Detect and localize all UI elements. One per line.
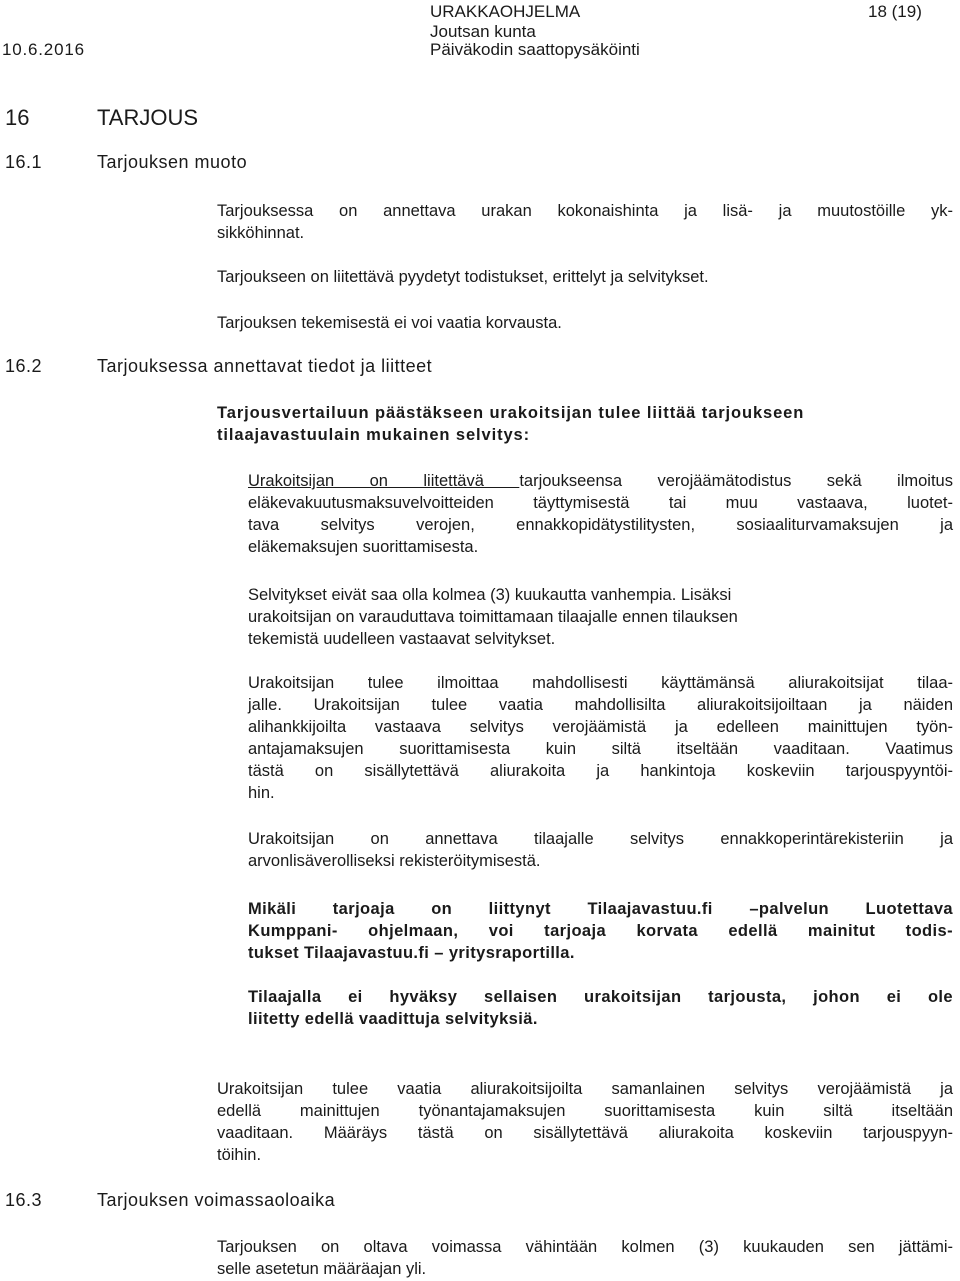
text-line: Tarjouksen on oltava voimassa vähintään kolmen (3) kuukauden sen jättämi- [217, 1238, 953, 1256]
text-line: alihankkijoilta vastaava selvitys verojäämistä ja edelleen mainittujen työn- [248, 718, 953, 736]
subsection-title: Tarjouksessa annettavat tiedot ja liitteet [97, 356, 433, 376]
section-number: 16 [5, 105, 30, 130]
text-line: tava selvitys verojen, ennakkopidätystilitysten, sosiaaliturvamaksujen ja [248, 516, 953, 534]
paragraph [217, 1078, 953, 1166]
text-line: Urakoitsijan tulee ilmoittaa mahdollisesti käyttämänsä aliurakoitsijat tilaa- [248, 674, 953, 692]
text-line: Tilaajalla ei hyväksy sellaisen urakoitsijan tarjousta, johon ei ole [248, 988, 953, 1006]
section-title: TARJOUS [97, 105, 199, 130]
paragraph [248, 470, 953, 558]
paragraph [217, 1236, 953, 1280]
bold-paragraph [248, 986, 953, 1030]
paragraph [248, 672, 953, 804]
text-line: eläkevakuutusmaksuvelvoitteiden täyttymisestä tai muu vastaava, luotet- [248, 494, 953, 512]
text-line: arvonlisäverolliseksi rekisteröitymisestä. [248, 852, 541, 870]
text-line: tekemistä uudelleen vastaavat selvitykset. [248, 630, 556, 648]
text-line: Kumppani- ohjelmaan, voi tarjoaja korvata edellä mainitut todis- [248, 922, 953, 940]
subsection-number: 16.3 [5, 1190, 43, 1210]
underlined-text: Urakoitsijan on liitettävä [248, 472, 520, 490]
paragraph: Tarjouksen tekemisestä ei voi vaatia korvausta. [217, 314, 562, 332]
page-number: 18 (19) [868, 2, 922, 21]
lead-paragraph [217, 402, 953, 446]
paragraph [248, 584, 953, 650]
text-line: hin. [248, 784, 275, 802]
text-line: Selvitykset eivät saa olla kolmea (3) kuukautta vanhempia. Lisäksi [248, 586, 732, 604]
text-line: jalle. Urakoitsijan tulee vaatia mahdollisilta aliurakoitsijoiltaan ja näiden [248, 696, 953, 714]
text-line: eläkemaksujen suorittamisesta. [248, 538, 479, 556]
bold-paragraph [248, 898, 953, 964]
text-line: tästä on sisällytettävä aliurakoita ja hankintoja koskeviin tarjouspyyntöi- [248, 762, 953, 780]
text-line: Urakoitsijan tulee vaatia aliurakoitsijoilta samanlainen selvitys verojäämistä ja [217, 1080, 953, 1098]
document-type: URAKKAOHJELMA [430, 2, 581, 21]
project-name: Päiväkodin saattopysäköinti [430, 40, 640, 59]
text-line: antajamaksujen suorittamisesta kuin siltä itseltään vaaditaan. Vaatimus [248, 740, 953, 758]
text-line: sikköhinnat. [217, 224, 305, 242]
paragraph: Tarjoukseen on liitettävä pyydetyt todistukset, erittelyt ja selvitykset. [217, 268, 709, 286]
text-line: tukset Tilaajavastuu.fi – yritysraportilla. [248, 944, 575, 962]
text-line: Tarjouksessa on annettava urakan kokonaishinta ja lisä- ja muutostöille yk- [217, 202, 953, 220]
text-line: selle asetetun määräajan yli. [217, 1260, 427, 1278]
text-line: Tarjousvertailuun päästäkseen urakoitsijan tulee liittää tarjoukseen [217, 404, 805, 422]
text-fragment: tarjoukseensa verojäämätodistus sekä ilmoitus [519, 472, 953, 490]
subsection-number: 16.1 [5, 152, 43, 172]
paragraph [248, 828, 953, 872]
subsection-number: 16.2 [5, 356, 43, 376]
subsection-title: Tarjouksen muoto [97, 152, 248, 172]
text-line: edellä mainittujen työnantajamaksujen suorittamisesta kuin siltä itseltään [217, 1102, 953, 1120]
text-line: Urakoitsijan on annettava tilaajalle selvitys ennakkoperintärekisteriin ja [248, 830, 953, 848]
paragraph [217, 200, 953, 244]
document-owner: Joutsan kunta [430, 22, 536, 41]
text-line: liitetty edellä vaadittuja selvityksiä. [248, 1010, 538, 1028]
document-date: 10.6.2016 [2, 40, 85, 59]
subsection-title: Tarjouksen voimassaoloaika [97, 1190, 336, 1210]
text-line: tilaajavastuulain mukainen selvitys: [217, 426, 531, 444]
text-line: vaaditaan. Määräys tästä on sisällytettävä aliurakoita koskeviin tarjouspyyn- [217, 1124, 953, 1142]
text-line: Mikäli tarjoaja on liittynyt Tilaajavastuu.fi –palvelun Luotettava [248, 900, 953, 918]
text-line: urakoitsijan on varauduttava toimittamaan tilaajalle ennen tilauksen [248, 608, 738, 626]
text-line: töihin. [217, 1146, 262, 1164]
text-line [248, 470, 953, 492]
